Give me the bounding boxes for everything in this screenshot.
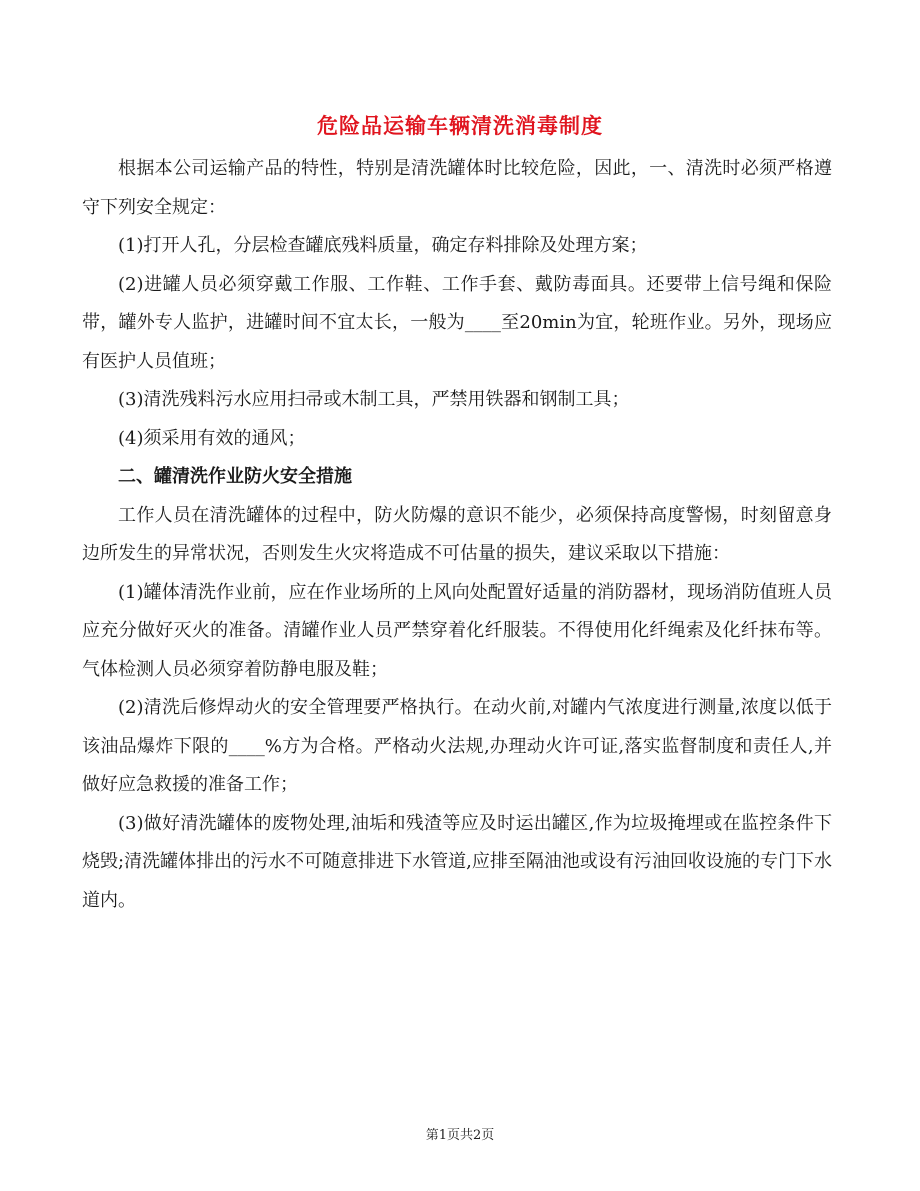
section-heading-fire-safety: 二、罐清洗作业防火安全措施 (118, 466, 352, 487)
paragraph-rule-3: (3)清洗残料污水应用扫帚或木制工具，严禁用铁器和钢制工具； (118, 389, 630, 410)
paragraph-intro: 根据本公司运输产品的特性，特别是清洗罐体时比较危险，因此，一、清洗时必须严格遵守下列安全规定： (82, 158, 832, 218)
paragraph-measure-2: (2)清洗后修焊动火的安全管理要严格执行。在动火前,对罐内气浓度进行测量,浓度以低于该油品爆炸下限的____%方为合格。严格动火法规,办理动火许可证,落实监督制度和责任人,并做好应急救援的准备工作； (82, 697, 832, 795)
paragraph-fire-intro: 工作人员在清洗罐体的过程中，防火防爆的意识不能少，必须保持高度警惕，时刻留意身边所发生的异常状况，否则发生火灾将造成不可估量的损失，建议采取以下措施： (82, 504, 832, 564)
paragraph-measure-1: (1)罐体清洗作业前，应在作业场所的上风向处配置好适量的消防器材，现场消防值班人员应充分做好灭火的准备。清罐作业人员严禁穿着化纤服装。不得使用化纤绳索及化纤抹布等。气体检测人员必须穿着防静电服及鞋； (82, 581, 832, 680)
paragraph-rule-4: (4)须采用有效的通风； (118, 427, 306, 449)
page-number: 第1页共2页 (425, 1128, 495, 1143)
document-title: 危险品运输车辆清洗消毒制度 (317, 113, 603, 138)
document-body (82, 150, 832, 920)
paragraph-rule-1: (1)打开人孔，分层检查罐底残料质量，确定存料排除及处理方案； (118, 235, 648, 256)
paragraph-rule-2: (2)进罐人员必须穿戴工作服、工作鞋、工作手套、戴防毒面具。还要带上信号绳和保险带，罐外专人监护，进罐时间不宜太长，一般为____至20min为宜，轮班作业。另外，现场应有医护人员值班； (82, 273, 832, 372)
paragraph-measure-3: (3)做好清洗罐体的废物处理,油垢和残渣等应及时运出罐区,作为垃圾掩埋或在监控条件下烧毁;清洗罐体排出的污水不可随意排进下水管道,应排至隔油池或设有污油回收设施的专门下水道内。 (82, 812, 832, 911)
